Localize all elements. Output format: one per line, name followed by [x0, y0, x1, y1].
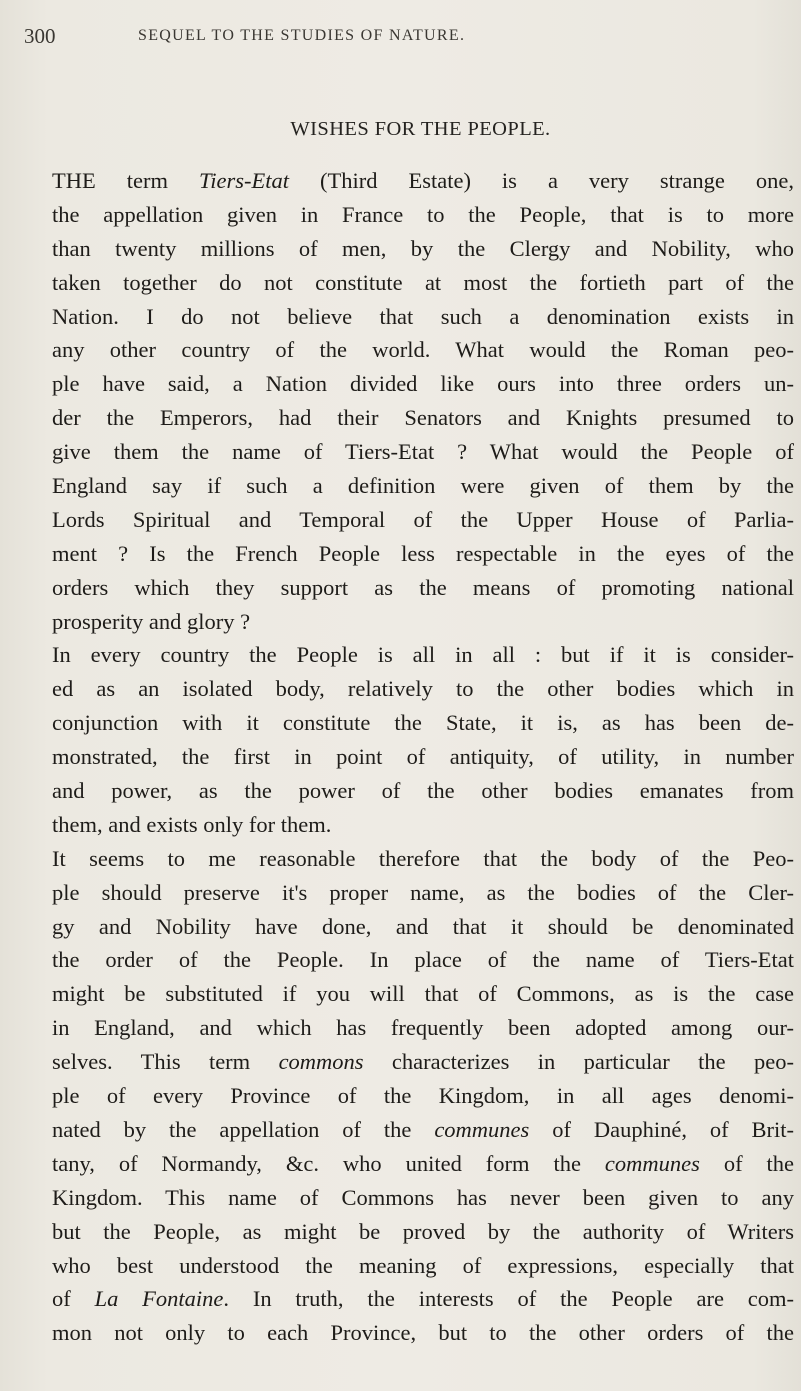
text-line: who best understood the meaning of expressions, especially that [52, 1252, 794, 1278]
text-line: conjunction with it constitute the State, it is, as has been de- [52, 710, 794, 736]
text-line: of La Fontaine. In truth, the interests of the People are com- [52, 1286, 794, 1312]
text-line: the appellation given in France to the People, that is to more [52, 201, 794, 227]
text-line: tany, of Normandy, &c. who united form the communes of the [52, 1150, 794, 1176]
text-line: England say if such a definition were given of them by the [52, 473, 794, 499]
text-line: Lords Spiritual and Temporal of the Upper House of Parlia- [52, 506, 794, 532]
text-line: and power, as the power of the other bodies emanates from [52, 778, 794, 804]
text-line: any other country of the world. What would the Roman peo- [52, 337, 794, 363]
running-head [0, 24, 801, 54]
text-line: ple have said, a Nation divided like ours into three orders un- [52, 371, 794, 397]
text-line: nated by the appellation of the communes of Dauphiné, of Brit- [52, 1116, 794, 1142]
text-line: monstrated, the first in point of antiquity, of utility, in number [52, 744, 794, 770]
text-line: It seems to me reasonable therefore that the body of the Peo- [52, 845, 794, 871]
text-line: taken together do not constitute at most the fortieth part of the [52, 269, 794, 295]
text-line: but the People, as might be proved by the authority of Writers [52, 1218, 794, 1244]
chapter-title: WISHES FOR THE PEOPLE. [290, 118, 551, 140]
text-line: the order of the People. In place of the name of Tiers-Etat [52, 947, 794, 973]
body-text [52, 164, 794, 1350]
text-line: ed as an isolated body, relatively to the other bodies which in [52, 676, 794, 702]
page-number: 300 [24, 24, 56, 48]
text-line: Kingdom. This name of Commons has never been given to any [52, 1184, 794, 1210]
text-line: them, and exists only for them. [52, 811, 332, 837]
text-line: ment ? Is the French People less respectable in the eyes of the [52, 540, 794, 566]
text-line: might be substituted if you will that of Commons, as is the case [52, 981, 794, 1007]
text-line: selves. This term commons characterizes in particular the peo- [52, 1049, 794, 1075]
text-line: in England, and which has frequently been adopted among our- [52, 1015, 794, 1041]
text-line: In every country the People is all in all : but if it is consider- [52, 642, 794, 668]
text-line: give them the name of Tiers-Etat ? What would the People of [52, 439, 794, 465]
text-line: Nation. I do not believe that such a denomination exists in [52, 303, 794, 329]
text-line: der the Emperors, had their Senators and Knights presumed to [52, 405, 794, 431]
text-line: gy and Nobility have done, and that it should be denominated [52, 913, 794, 939]
text-line: ple of every Province of the Kingdom, in all ages denomi- [52, 1083, 794, 1109]
text-line: mon not only to each Province, but to the other orders of the [52, 1320, 794, 1346]
text-line: THE term Tiers-Etat (Third Estate) is a very strange one, [52, 168, 794, 193]
text-line: than twenty millions of men, by the Clergy and Nobility, who [52, 235, 794, 261]
text-line: prosperity and glory ? [52, 608, 251, 634]
text-line: orders which they support as the means of promoting national [52, 574, 794, 600]
running-head-title: SEQUEL TO THE STUDIES OF NATURE. [138, 27, 466, 44]
text-line: ple should preserve it's proper name, as the bodies of the Cler- [52, 879, 794, 905]
